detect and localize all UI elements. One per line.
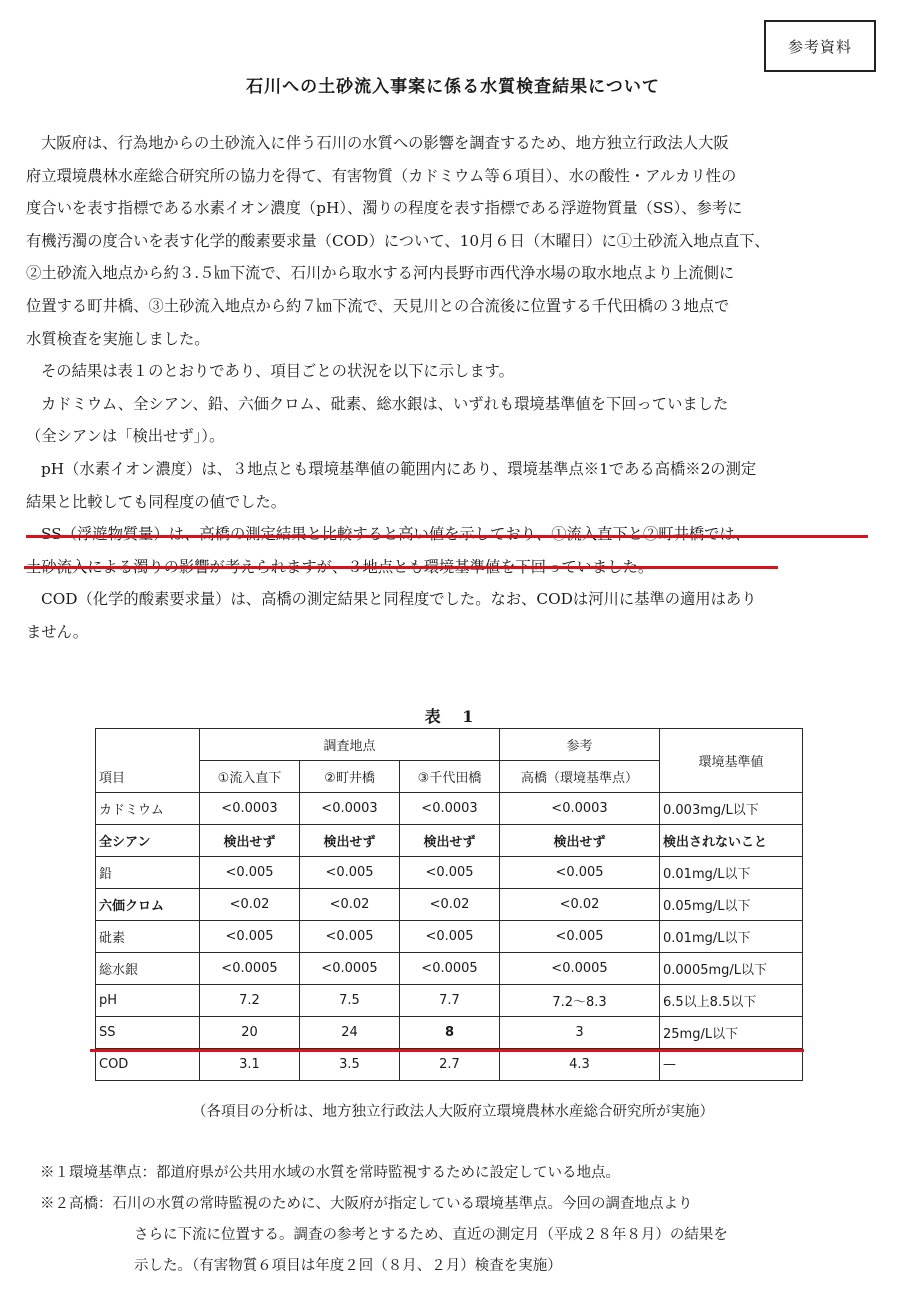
red-underline-ss-2 bbox=[24, 566, 778, 569]
header-survey-points: 調査地点 bbox=[200, 729, 500, 761]
cell-std: 25mg/L以下 bbox=[660, 1017, 803, 1049]
cell-ref: <0.005 bbox=[500, 921, 660, 953]
table-row bbox=[96, 889, 803, 921]
cell-ref: 3 bbox=[500, 1017, 660, 1049]
p1-line: 水質検査を実施しました。 bbox=[26, 329, 210, 348]
cell-std: 0.0005mg/L以下 bbox=[660, 953, 803, 985]
cell-p2: 3.5 bbox=[300, 1049, 400, 1081]
water-quality-table bbox=[95, 728, 803, 1081]
cell-item: 全シアン bbox=[96, 825, 200, 857]
cell-p1: <0.005 bbox=[200, 921, 300, 953]
cell-std: 0.01mg/L以下 bbox=[660, 857, 803, 889]
footnote-1-text: ※１環境基準点：都道府県が公共用水域の水質を常時監視するために設定している地点。 bbox=[40, 1165, 620, 1181]
cell-p2: <0.02 bbox=[300, 889, 400, 921]
cell-ref: <0.02 bbox=[500, 889, 660, 921]
cell-ref: 7.2～8.3 bbox=[500, 985, 660, 1017]
red-underline-ss-1 bbox=[26, 535, 868, 538]
p1-line: 有機汚濁の度合いを表す化学的酸素要求量（COD）について、10月６日（木曜日）に①土砂流入地点直下、 bbox=[26, 231, 770, 250]
cell-p2: 24 bbox=[300, 1017, 400, 1049]
cell-p3: <0.0003 bbox=[400, 793, 500, 825]
cell-p2: <0.0003 bbox=[300, 793, 400, 825]
cell-p3: 8 bbox=[400, 1017, 500, 1049]
cell-item: pH bbox=[96, 985, 200, 1017]
p2-line: その結果は表１のとおりであり、項目ごとの状況を以下に示します。 bbox=[41, 362, 514, 381]
cell-item: 鉛 bbox=[96, 857, 200, 889]
header-point2: ②町井橋 bbox=[300, 761, 400, 793]
p1-line: 度合いを表す指標である水素イオン濃度（pH）、濁りの程度を表す指標である浮遊物質量（SS）、参考に bbox=[26, 199, 743, 218]
table-row bbox=[96, 1049, 803, 1081]
p1-line: 府立環境農林水産総合研究所の協力を得て、有害物質（カドミウム等６項目）、水の酸性・アルカリ性の bbox=[26, 166, 737, 185]
cell-ref: <0.0003 bbox=[500, 793, 660, 825]
footnote-2-text: ※２高橋：石川の水質の常時監視のために、大阪府が指定している環境基準点。今回の調査地点より bbox=[40, 1196, 693, 1212]
p3-line: カドミウム、全シアン、鉛、六価クロム、砒素、総水銀は、いずれも環境基準値を下回っていました bbox=[41, 394, 729, 413]
cell-p1: <0.0005 bbox=[200, 953, 300, 985]
cell-p3: <0.005 bbox=[400, 857, 500, 889]
cell-ref: 4.3 bbox=[500, 1049, 660, 1081]
reference-material-stamp: 参考資料 bbox=[764, 20, 876, 72]
cell-p3: <0.0005 bbox=[400, 953, 500, 985]
p3-line: （全シアンは「検出せず」）。 bbox=[26, 427, 225, 446]
cell-item: COD bbox=[96, 1049, 200, 1081]
cell-p1: <0.0003 bbox=[200, 793, 300, 825]
cell-p1: 3.1 bbox=[200, 1049, 300, 1081]
cell-ref: 検出せず bbox=[500, 825, 660, 857]
cell-std: 検出されないこと bbox=[660, 825, 803, 857]
header-point3: ③千代田橋 bbox=[400, 761, 500, 793]
cell-p3: 2.7 bbox=[400, 1049, 500, 1081]
cell-std: — bbox=[660, 1049, 803, 1081]
table-row bbox=[96, 825, 803, 857]
table-note: （各項目の分析は、地方独立行政法人大阪府立環境農林水産総合研究所が実施） bbox=[192, 1104, 714, 1120]
cell-ref: <0.005 bbox=[500, 857, 660, 889]
footnote-1 bbox=[40, 1158, 880, 1189]
table-row bbox=[96, 793, 803, 825]
cell-p1: 7.2 bbox=[200, 985, 300, 1017]
body-text bbox=[26, 127, 878, 649]
table-row bbox=[96, 985, 803, 1017]
footnotes bbox=[40, 1158, 880, 1282]
p1-line: ②土砂流入地点から約３.５㎞下流で、石川から取水する河内長野市西代浄水場の取水地点より上流側に bbox=[26, 264, 735, 283]
footnote-2 bbox=[40, 1189, 880, 1220]
p1-line: 大阪府は、行為地からの土砂流入に伴う石川の水質への影響を調査するため、地方独立行政法人大阪 bbox=[41, 134, 729, 152]
cell-p1: <0.005 bbox=[200, 857, 300, 889]
cell-p2: <0.005 bbox=[300, 921, 400, 953]
p4-line: pH（水素イオン濃度）は、３地点とも環境基準値の範囲内にあり、環境基準点※1である高橋※2の測定 bbox=[41, 459, 757, 478]
cell-p2: 検出せず bbox=[300, 825, 400, 857]
footnote-2-cont: 示した。（有害物質６項目は年度２回（８月、２月）検査を実施） bbox=[134, 1258, 562, 1274]
cell-ref: <0.0005 bbox=[500, 953, 660, 985]
cell-std: 6.5以上8.5以下 bbox=[660, 985, 803, 1017]
cell-p3: <0.02 bbox=[400, 889, 500, 921]
table-row bbox=[96, 953, 803, 985]
cell-p3: 検出せず bbox=[400, 825, 500, 857]
p1-line: 位置する町井橋、③土砂流入地点から約７㎞下流で、天見川との合流後に位置する千代田橋の３地点で bbox=[26, 296, 730, 315]
cell-p2: <0.005 bbox=[300, 857, 400, 889]
header-takahashi: 高橋（環境基準点） bbox=[500, 761, 660, 793]
header-standard: 環境基準値 bbox=[660, 729, 803, 793]
header-reference: 参考 bbox=[500, 729, 660, 761]
table-row bbox=[96, 857, 803, 889]
p6-line: COD（化学的酸素要求量）は、高橋の測定結果と同程度でした。なお、CODは河川に基準の適用はあり bbox=[41, 590, 757, 609]
cell-p1: 20 bbox=[200, 1017, 300, 1049]
header-item: 項目 bbox=[96, 729, 200, 793]
cell-p3: 7.7 bbox=[400, 985, 500, 1017]
cell-p3: <0.005 bbox=[400, 921, 500, 953]
header-point1: ①流入直下 bbox=[200, 761, 300, 793]
table-caption: 表 1 bbox=[424, 707, 482, 726]
document-title: 石川への土砂流入事案に係る水質検査結果について bbox=[246, 77, 660, 97]
cell-p1: 検出せず bbox=[200, 825, 300, 857]
p6-line: ません。 bbox=[26, 622, 89, 641]
cell-item: 砒素 bbox=[96, 921, 200, 953]
cell-std: 0.003mg/L以下 bbox=[660, 793, 803, 825]
table-header-row bbox=[96, 729, 803, 761]
footnote-2-cont: さらに下流に位置する。調査の参考とするため、直近の測定月（平成２８年８月）の結果を bbox=[134, 1227, 728, 1243]
cell-p2: 7.5 bbox=[300, 985, 400, 1017]
cell-item: 六価クロム bbox=[96, 889, 200, 921]
table-row bbox=[96, 1017, 803, 1049]
cell-item: 総水銀 bbox=[96, 953, 200, 985]
red-underline-ss-row bbox=[90, 1049, 804, 1052]
cell-item: SS bbox=[96, 1017, 200, 1049]
table-row bbox=[96, 921, 803, 953]
cell-item: カドミウム bbox=[96, 793, 200, 825]
cell-std: 0.05mg/L以下 bbox=[660, 889, 803, 921]
p4-line: 結果と比較しても同程度の値でした。 bbox=[26, 492, 287, 511]
cell-p2: <0.0005 bbox=[300, 953, 400, 985]
cell-p1: <0.02 bbox=[200, 889, 300, 921]
cell-std: 0.01mg/L以下 bbox=[660, 921, 803, 953]
